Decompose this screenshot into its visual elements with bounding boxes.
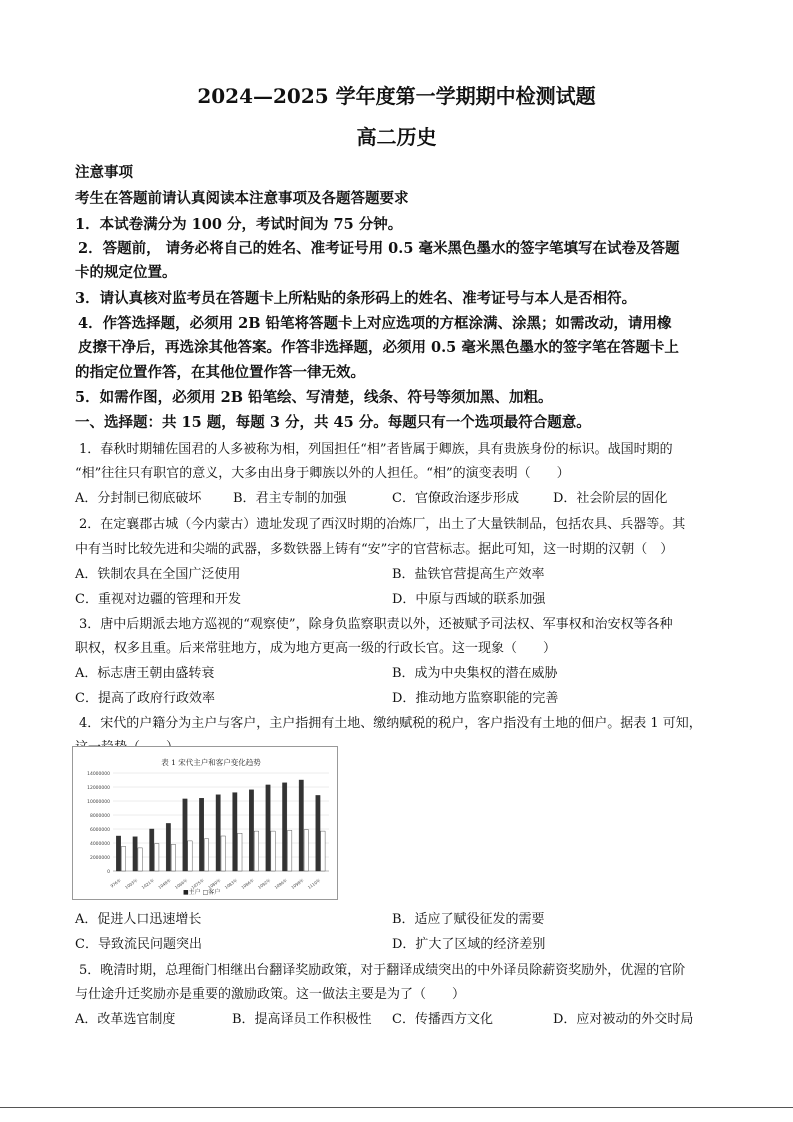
chart-bar-guest-household bbox=[155, 844, 159, 871]
chart-bar-guest-household bbox=[254, 831, 258, 871]
q3-option-c: C．提高了政府行政效率 bbox=[75, 691, 215, 706]
q1-stem-line1: 1．春秋时期辅佐国君的人多被称为相，列国担任“相”者皆属于卿族，具有贵族身份的标识。战国时期的 bbox=[79, 442, 673, 457]
chart-x-tick-label: 1096年 bbox=[273, 877, 289, 890]
chart-y-tick-label: 6000000 bbox=[89, 827, 110, 833]
chart-x-tick-label: 976年 bbox=[109, 877, 122, 889]
chart-bar-guest-household bbox=[171, 844, 175, 871]
chart-bar-guest-household bbox=[121, 847, 125, 872]
q2-option-d: D．中原与西域的联系加强 bbox=[392, 592, 546, 607]
note-4-line3: 的指定位置作答，在其他位置作答一律无效。 bbox=[75, 364, 365, 381]
note-4-line1: 4．作答选择题，必须用 2B 铅笔将答题卡上对应选项的方框涂满、涂黑；如需改动，请用橡 bbox=[78, 315, 672, 332]
q4-option-c: C．导致流民问题突出 bbox=[75, 937, 202, 952]
chart-y-tick-label: 8000000 bbox=[89, 813, 110, 819]
q1-option-d: D．社会阶层的固化 bbox=[553, 491, 668, 506]
note-2-line2: 卡的规定位置。 bbox=[75, 264, 177, 281]
chart-x-tick-label: 1086年 bbox=[240, 877, 255, 890]
exam-subject: 高二历史 bbox=[356, 125, 437, 149]
chart-x-tick-label: 1003年 bbox=[124, 877, 139, 890]
chart-bar-guest-household bbox=[271, 831, 275, 871]
chart-bar-main-household bbox=[249, 790, 253, 871]
chart-bar-guest-household bbox=[221, 836, 225, 871]
chart-bar-main-household bbox=[316, 795, 320, 871]
chart-bar-main-household bbox=[133, 837, 137, 871]
chart-bar-guest-household bbox=[287, 830, 291, 871]
q5-option-b: B．提高译员工作积极性 bbox=[232, 1012, 372, 1027]
chart-y-tick-label: 2000000 bbox=[89, 855, 110, 861]
chart-bar-guest-household bbox=[321, 831, 325, 871]
chart-x-tick-label: 1110年 bbox=[306, 877, 322, 890]
chart-bar-main-household bbox=[266, 785, 270, 871]
note-2-line1: 2．答题前， 请务必将自己的姓名、准考证号用 0.5 毫米黑色墨水的签字笔填写在试卷及答题 bbox=[78, 240, 680, 257]
note-3: 3．请认真核对监考员在答题卡上所粘贴的条形码上的姓名、准考证号与本人是否相符。 bbox=[75, 290, 637, 307]
q2-option-a: A．铁制农具在全国广泛使用 bbox=[75, 567, 241, 582]
chart-x-tick-label: 1098年 bbox=[290, 877, 305, 890]
q3-stem-line2: 职权，权多且重。后来常驻地方，成为地方更高一级的行政长官。这一现象（ ） bbox=[75, 641, 557, 656]
chart-bar-main-household bbox=[150, 829, 154, 871]
chart-bar-guest-household bbox=[204, 839, 208, 871]
chart-bar-main-household bbox=[116, 836, 120, 871]
household-chart-svg bbox=[73, 747, 337, 899]
q5-option-a: A．改革选官制度 bbox=[75, 1012, 176, 1027]
chart-bar-main-household bbox=[233, 793, 237, 871]
q5-option-d: D．应对被动的外交时局 bbox=[553, 1012, 694, 1027]
q2-option-c: C．重视对边疆的管理和开发 bbox=[75, 592, 241, 607]
chart-bar-main-household bbox=[183, 799, 187, 871]
q2-option-b: B．盐铁官营提高生产效率 bbox=[392, 567, 545, 582]
chart-bar-main-household bbox=[299, 780, 303, 871]
chart-y-tick-label: 14000000 bbox=[87, 771, 110, 777]
q5-option-c: C．传播西方文化 bbox=[392, 1012, 493, 1027]
q2-stem-line1: 2．在定襄郡古城（今内蒙古）遗址发现了西汉时期的冶炼厂，出土了大量铁制品，包括农具、兵器等。其 bbox=[79, 517, 686, 532]
q2-stem-line2: 中有当时比较先进和尖端的武器，多数铁器上铸有“安”字的官营标志。据此可知，这一时期的汉朝（ ） bbox=[75, 542, 674, 557]
note-1: 1．本试卷满分为 100 分，考试时间为 75 分钟。 bbox=[75, 216, 403, 233]
q1-stem-line2: “相”往往只有职官的意义，大多由出身于卿族以外的人担任。“相”的演变表明（ ） bbox=[75, 466, 570, 481]
notes-heading: 注意事项 bbox=[75, 164, 133, 181]
chart-x-tick-label: 1048年 bbox=[157, 877, 172, 890]
chart-legend: ■主户 □客户 bbox=[183, 889, 221, 896]
q4-stem-line1: 4．宋代的户籍分为主户与客户，主户指拥有土地、缴纳赋税的税户，客户指没有土地的佃户。据表 1 可知， bbox=[79, 716, 702, 731]
exam-title: 2024—2025 学年度第一学期期中检测试题 bbox=[197, 84, 596, 108]
q5-stem-line2: 与仕途升迁奖励亦是重要的激励政策。这一做法主要是为了（ ） bbox=[75, 987, 466, 1002]
chart-x-tick-label: 1066年 bbox=[173, 877, 189, 890]
chart-bar-main-household bbox=[199, 798, 203, 871]
q1-option-a: A．分封制已彻底破坏 bbox=[75, 491, 202, 506]
chart-x-tick-label: 1021年 bbox=[140, 877, 156, 890]
chart-bar-guest-household bbox=[138, 848, 142, 871]
chart-y-tick-label: 10000000 bbox=[87, 799, 110, 805]
chart-x-tick-label: 1092年 bbox=[256, 877, 272, 890]
q3-stem-line1: 3．唐中后期派去地方巡视的“观察使”，除身负监察职责以外，还被赋予司法权、军事权和治安权等各种 bbox=[79, 617, 673, 632]
q1-option-b: B．君主专制的加强 bbox=[233, 491, 347, 506]
chart-bar-guest-household bbox=[238, 833, 242, 871]
chart-x-tick-label: 1075年 bbox=[190, 877, 205, 890]
chart-y-tick-label: 0 bbox=[107, 869, 110, 875]
chart-bar-guest-household bbox=[304, 830, 308, 871]
page-bottom-rule bbox=[0, 1107, 793, 1108]
q3-option-d: D．推动地方监察职能的完善 bbox=[392, 691, 559, 706]
q5-stem-line1: 5．晚清时期，总理衙门相继出台翻译奖励政策，对于翻译成绩突出的中外译员除薪资奖励外，优渥的官阶 bbox=[79, 963, 686, 978]
notes-intro: 考生在答题前请认真阅读本注意事项及各题答题要求 bbox=[75, 190, 409, 207]
q1-option-c: C．官僚政治逐步形成 bbox=[392, 491, 519, 506]
chart-bar-main-household bbox=[166, 823, 170, 871]
chart-x-tick-label: 1080年 bbox=[207, 877, 222, 890]
q3-option-a: A．标志唐王朝由盛转衰 bbox=[75, 666, 215, 681]
section-1-heading: 一、选择题：共 15 题，每题 3 分，共 45 分。每题只有一个选项最符合题意。 bbox=[75, 414, 591, 431]
chart-x-tick-label: 1083年 bbox=[223, 877, 239, 890]
chart-bar-main-household bbox=[216, 795, 220, 871]
chart-y-tick-label: 4000000 bbox=[89, 841, 110, 847]
q4-option-a: A．促进人口迅速增长 bbox=[75, 912, 202, 927]
note-5: 5．如需作图，必须用 2B 铅笔绘、写清楚，线条、符号等须加黑、加粗。 bbox=[75, 389, 553, 406]
q4-option-d: D．扩大了区域的经济差别 bbox=[392, 937, 546, 952]
chart-title: 表 1 宋代主户和客户变化趋势 bbox=[161, 758, 261, 767]
q4-option-b: B．适应了赋役征发的需要 bbox=[392, 912, 545, 927]
note-4-line2: 皮擦干净后，再选涂其他答案。作答非选择题，必须用 0.5 毫米黑色墨水的签字笔在答题卡上 bbox=[78, 339, 679, 356]
chart-bar-main-household bbox=[282, 783, 286, 871]
chart-bar-guest-household bbox=[188, 841, 192, 871]
household-chart bbox=[72, 746, 338, 900]
q3-option-b: B．成为中央集权的潜在威胁 bbox=[392, 666, 558, 681]
chart-y-tick-label: 12000000 bbox=[87, 785, 110, 791]
